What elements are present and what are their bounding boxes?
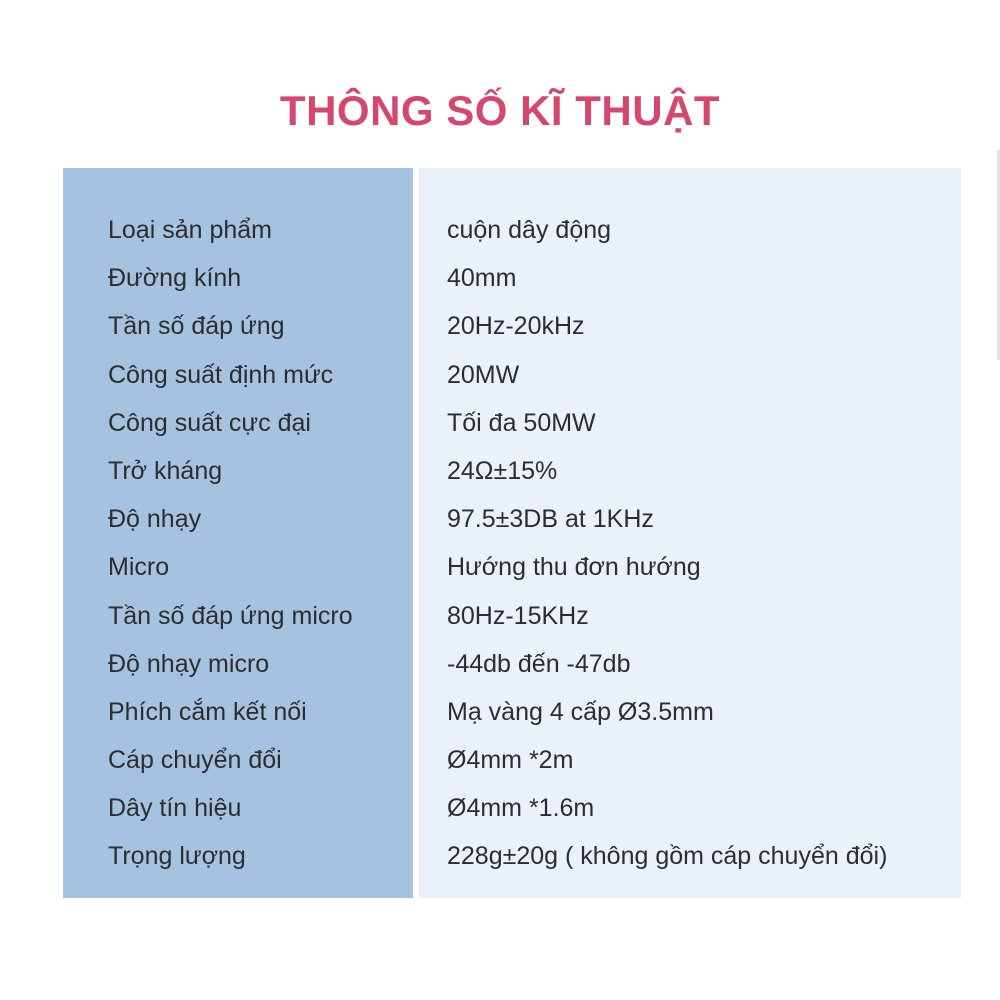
spec-value: 24Ω±15%	[447, 456, 558, 485]
spec-value: 80Hz-15KHz	[447, 601, 589, 630]
spec-row-adapter-cable	[0, 736, 1000, 784]
spec-row-diameter	[0, 254, 1000, 302]
spec-row-sensitivity	[0, 495, 1000, 543]
spec-value: Mạ vàng 4 cấp Ø3.5mm	[447, 697, 714, 726]
spec-row-weight	[0, 832, 1000, 880]
spec-label: Tần số đáp ứng	[108, 312, 285, 341]
spec-value: 40mm	[447, 264, 517, 293]
spec-row-frequency-response	[0, 302, 1000, 350]
spec-row-impedance	[0, 447, 1000, 495]
spec-label: Độ nhạy	[108, 505, 202, 534]
spec-label: Công suất định mức	[108, 360, 334, 389]
spec-row-connector-plug	[0, 688, 1000, 736]
spec-value: -44db đến -47db	[447, 649, 631, 678]
spec-label: Độ nhạy micro	[108, 649, 270, 678]
spec-label: Micro	[108, 553, 170, 582]
spec-value: Ø4mm *1.6m	[447, 794, 595, 823]
spec-value: 228g±20g ( không gồm cáp chuyển đổi)	[447, 842, 888, 871]
spec-label: Loại sản phẩm	[108, 216, 273, 244]
spec-table	[0, 206, 1000, 881]
spec-row-mic-frequency-response	[0, 592, 1000, 640]
spec-row-product-type	[0, 206, 1000, 254]
page-title: THÔNG SỐ KĨ THUẬT	[279, 87, 721, 134]
spec-row-rated-power	[0, 351, 1000, 399]
spec-label: Đường kính	[108, 264, 242, 293]
spec-label: Công suất cực đại	[108, 408, 311, 437]
spec-value: Ø4mm *2m	[447, 746, 574, 775]
spec-label: Tần số đáp ứng micro	[108, 601, 353, 630]
spec-row-signal-cable	[0, 784, 1000, 832]
spec-label: Trọng lượng	[108, 842, 246, 871]
spec-value: cuộn dây động	[447, 216, 612, 244]
spec-value: 97.5±3DB at 1KHz	[447, 505, 654, 534]
spec-label: Phích cắm kết nối	[108, 697, 307, 726]
spec-value: Hướng thu đơn hướng	[447, 553, 701, 582]
spec-value: 20MW	[447, 360, 520, 389]
spec-value: 20Hz-20kHz	[447, 312, 585, 341]
spec-row-microphone	[0, 543, 1000, 591]
spec-label: Dây tín hiệu	[108, 794, 242, 823]
spec-value: Tối đa 50MW	[447, 408, 596, 437]
spec-row-max-power	[0, 399, 1000, 447]
spec-label: Trở kháng	[108, 456, 223, 485]
spec-row-mic-sensitivity	[0, 640, 1000, 688]
spec-label: Cáp chuyển đổi	[108, 746, 282, 775]
